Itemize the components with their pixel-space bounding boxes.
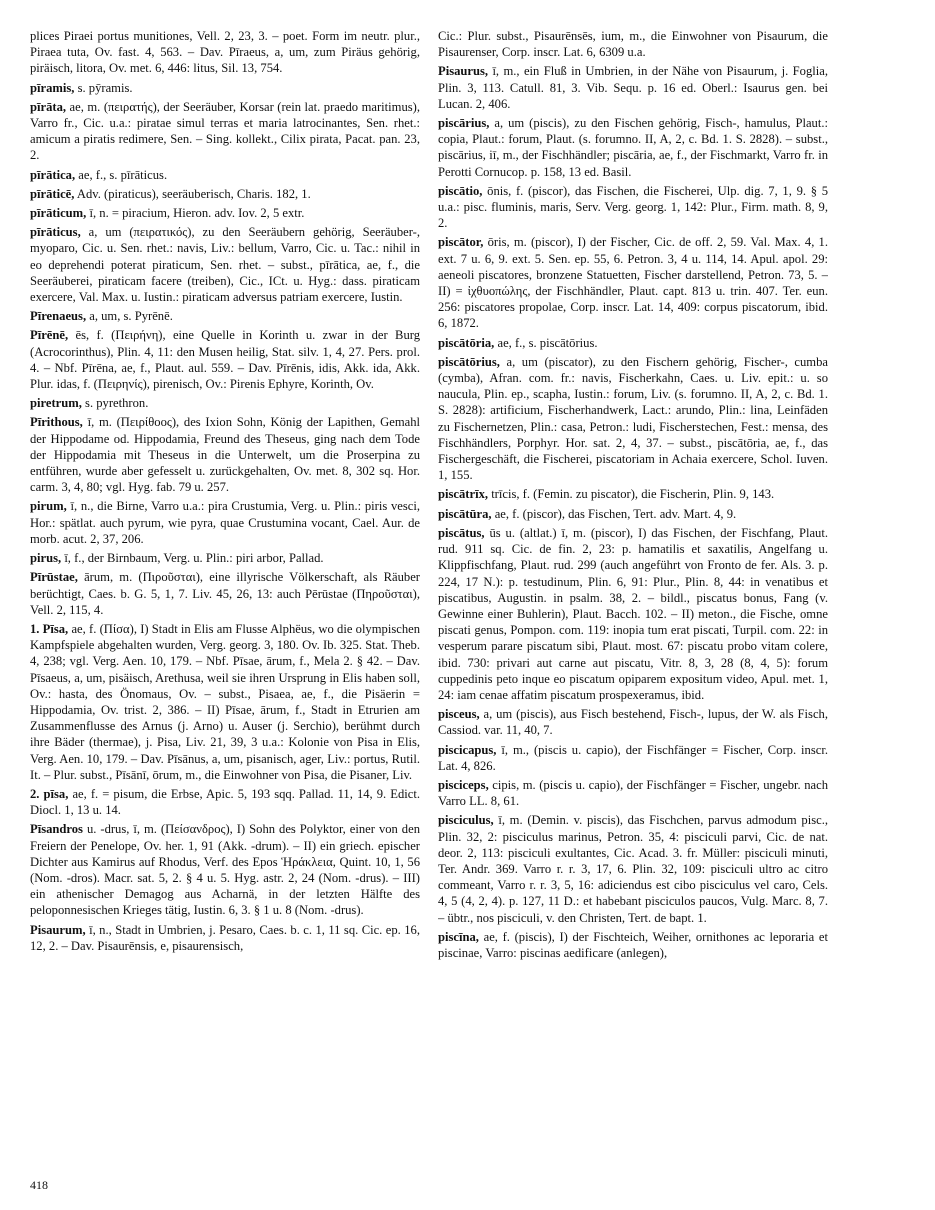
dictionary-entry <box>438 234 828 331</box>
entry-text: ī, m., (piscis u. capio), der Fischfänger = Fischer, Corp. inscr. Lat. 4, 826. <box>438 742 828 773</box>
right-column <box>438 28 828 1188</box>
dictionary-entry <box>438 929 828 961</box>
entry-text: ae, f. = pisum, die Erbse, Apic. 5, 193 sqq. Pallad. 11, 14, 9. Edict. Diocl. 1, 13 u. 14. <box>30 786 420 818</box>
entry-text: Cic.: Plur. subst., Pisaurēnsēs, ium, m., die Einwohner von Pisaurum, die Pisaurenser, Corp. inscr. Lat. 6, 6309 u.a. <box>438 29 828 60</box>
entry-text: ārum, m. (Πιροῦσται), eine illyrische Völkerschaft, als Räuber berüchtigt, Caes. b. G. 5, 1, 7. Liv. 45, 26, 13: auch Pērūstae (Πηροῦσται), Vell. 2, 115, 4. <box>30 570 420 617</box>
dictionary-entry <box>30 167 420 183</box>
dictionary-entry <box>438 354 828 484</box>
entry-headword: pirum, <box>30 499 67 514</box>
entry-headword: piscеus, <box>438 707 480 722</box>
entry-headword: pīrāticum, <box>30 206 87 221</box>
entry-text: ēs, f. (Πειρήνη), eine Quelle in Korinth u. zwar in der Burg (Acrocorinthus), Plin. 4, 11: den Musen heilig, Stat. silv. 1, 4, 27. Pers. prol. 4. – Nbf. Pīrēna, ae, f., Plaut. aul. 559. – Dav. Pīrēnis, idis, Akk. ida, Akk. Plur. idas, f. (Πειρηνίς), pirenisch, Ov.: Pirenis Ephyre, Korinth, Ov. <box>30 328 420 392</box>
entry-headword: pīrāticē, <box>30 186 75 201</box>
entry-text: a, um (piscator), zu den Fischern gehörig, Fischer-, cumba (cymba), Afran. com. fr.: navis, Fischerkahn, Caes. u. Liv. epit.: u. so naucula, Plin. ep., scapha, Iustin.: forum, Liv. (s. forumno. II, A, 2, c. Bd. 1. S. 2828): artificium, Fischerhandwerk, Lact.: arundo, Plin.: lina, Leinfäden zu Fischernetzen, Plin.: casa, Petron.: ludi, Fischerstechen, Fest.: mensa, des Fischhändlers, Porphyr. Hor. sat. 2, 4, 37. – subst., piscātōria, ae, f., das Fischergeschäft, die Fischerei, piscatoriam in Achaia exercere, Schol. Iuven. 1, 155. <box>438 354 828 483</box>
dictionary-entry <box>30 414 420 495</box>
entry-text: ī, n., Stadt in Umbrien, j. Pesaro, Caes. b. c. 1, 11 sq. Cic. ep. 16, 12, 2. – Dav. Pisaurēnsis, e, pisaurensisch, <box>30 922 420 953</box>
entry-text: a, um (piscis), aus Fisch bestehend, Fisch-, lupus, der W. als Fisch, Cassiod. var. 11, 40, 7. <box>438 707 828 738</box>
dictionary-entry <box>438 335 828 351</box>
dictionary-entry <box>30 80 420 96</box>
dictionary-entry <box>30 786 420 818</box>
page-number: 418 <box>30 1178 48 1192</box>
entry-headword: piscārius, <box>438 116 490 131</box>
dictionary-entry <box>30 498 420 547</box>
entry-headword: piscātrīx, <box>438 487 489 502</box>
entry-headword: piscīna, <box>438 929 479 944</box>
entry-text: a, um, s. Pyrēnē. <box>89 309 173 324</box>
dictionary-entry <box>30 550 420 566</box>
dictionary-entry <box>438 777 828 809</box>
entry-text: ūs u. (altlat.) ī, m. (piscor), I) das Fischen, der Fischfang, Plaut. rud. 911 sq. Cic. de fin. 2, 23: p. hamatilis et saxatilis, Angelfang u. Klippfischfang, Plaut. rud. 299 (auch angeführt von Fronto de fer. Als. 3. p. 224, 17 N.): p. testudinum, Plin. 6, 91: Plur., Plin. 8, 44: in venatibus et piscatibus, Augustin. in psalm. 38, 2. – bildl., piscatus bonus, Fang (v. Gewinne einer Buhlerin), Plaut. Bacch. 102. – II) meton., die Fische, omne piscati genus, Pompon. com. 119: inopia tum erat piscati, Turpil. com. 22: in vesperum parare piscatum sibi, Plaut. most. 67: piscatu probo vitam colere, ibid. 730: privari aut carne aut piscatu, Vitr. 8, 3, 28 (8, 4, 5): forum cuppedinis peto inque eo piscatum opiparem expositum video, Apul. met. 1, 24: iam cenae affatim piscatum prospexeramus, ibid. <box>438 525 828 702</box>
dictionary-entry <box>30 99 420 164</box>
entry-text: a, um (πειρατικός), zu den Seeräubern gehörig, Seeräuber-, myoparo, Cic. u. Sen. rhet.: navis, Liv.: bellum, Varro, Cic. u. Tac.: nihil in eo deprehendi poterat piraticum, Sen. rhet. – subst., pīrātica, ae, f., die Seeräuberei, piraticam facere (treiben), Cic., ICt. u. Hyg.: dass. piraticam exercere, Val. Max. u. Iustin.: piraticam adversus patriam exercere, Iustin. <box>30 225 420 305</box>
entry-headword: Pisaurum, <box>30 922 86 937</box>
dictionary-entry <box>438 486 828 502</box>
dictionary-entry <box>30 327 420 392</box>
dictionary-entry <box>30 224 420 305</box>
entry-headword: pīrāticus, <box>30 225 81 240</box>
entry-headword: piscātio, <box>438 183 483 198</box>
entry-headword: pīramis, <box>30 80 75 95</box>
entry-text: ae, f., s. piscātōrius. <box>497 335 598 350</box>
entry-text: ī, n., die Birne, Varro u.a.: pira Crustumia, Verg. u. Plin.: piris vesci, Hor.: spätlat. auch pyrum, wie pyra, quae Crustumina vocant, Cael. Aur. de morb. acut. 2, 37, 206. <box>30 499 420 546</box>
entry-headword: piretrum, <box>30 396 82 411</box>
entry-text: Adv. (piraticus), seeräuberisch, Charis. 182, 1. <box>76 186 311 201</box>
entry-headword: pisciceps, <box>438 777 489 792</box>
entry-text: ī, f., der Birnbaum, Verg. u. Plin.: piri arbor, Pallad. <box>64 551 324 566</box>
dictionary-entry <box>30 821 420 918</box>
entry-text: ī, m., ein Fluß in Umbrien, in der Nähe von Pisaurum, j. Foglia, Plin. 3, 113. Catull. 81, 3. Vib. Sequ. p. 16 ed. Oberl.: Isaurus gen. bei Lucan. 2, 406. <box>438 64 828 111</box>
dictionary-entry <box>438 63 828 112</box>
dictionary-entry <box>438 812 828 925</box>
entry-text: ae, f. (Πίσα), I) Stadt in Elis am Flusse Alphëus, wo die olympischen Kampfspiele abgehalten wurden, Verg. georg. 3, 180. Ov. Ib. 325. Stat. Theb. 4, 238; vgl. Verg. Aen. 10, 179. – Nbf. Pīsae, ārum, f., Mela 2. § 42. – Dav. Pīsaeus, a, um, pisäisch, Arethusa, weil sie ihren Ursprung in Elis haben soll, Ov.: hasta, des Önomaus, Ov. – subst., Pisaea, ae, f., die Pisäerin = Hippodamia, Ov. trist. 2, 386. – II) Pīsae, ārum, f., Stadt in Etrurien am Zusammenflusse des Arnus (j. Arno) u. Auser (j. Serchio), berühmt durch ihre Bäder (thermae), j. Pisa, Liv. 21, 39, 3 u.a.: Kolonie von Pisa in Elis, Verg. Aen. 10, 179. – Dav. Pīsānus, a, um, pisanisch, ager, Liv.: portus, Rutil. It. – Plur. subst., Pīsānī, ōrum, m., die Einwohner von Pisa, die Pisaner, Liv. <box>30 621 420 782</box>
entry-headword: piscātōria, <box>438 335 495 350</box>
dictionary-entry <box>438 525 828 703</box>
entry-headword: 2. pīsa, <box>30 786 69 801</box>
dictionary-entry <box>438 742 828 774</box>
entry-text: ae, f. (piscor), das Fischen, Tert. adv. Mart. 4, 9. <box>494 506 737 521</box>
dictionary-entry <box>438 183 828 232</box>
entry-headword: Pīrēnē, <box>30 328 69 343</box>
entry-text: plices Piraei portus munitiones, Vell. 2, 23, 3. – poet. Form im neutr. plur., Piraea tuta, Ov. fast. 4, 563. – Dav. Pīraeus, a, um, zum Piräus gehörig, piräisch, litora, Ov. met. 6, 446: litus, Sil. 13, 754. <box>30 29 420 76</box>
entry-text: ōnis, f. (piscor), das Fischen, die Fischerei, Ulp. dig. 7, 1, 9. § 5 u.a.: pisc. fluminis, maris, Serv. Verg. georg. 1, 142: Plur., Firm. math. 8, 9, 2. <box>438 183 828 231</box>
entry-text: s. pȳramis. <box>77 80 133 95</box>
entry-headword: pisciculus, <box>438 813 494 828</box>
dictionary-entry <box>30 308 420 324</box>
entry-text: u. -drus, ī, m. (Πείσανδρος), I) Sohn des Polyktor, einer von den Freiern der Penelope, Ov. her. 1, 91 (Akk. -drum). – II) ein griech. epischer Dichter aus Kamirus auf Rhodus, Verf. des Epos Ἡράκλεια, Quint. 10, 1, 56 (Nom. -dros). Macr. sat. 5, 2. § 4 u. 5. Hyg. astr. 2, 24 (Nom. -drus). – III) ein athenischer Demagog aus Acharnä, in der letzten Hälfte des peloponnesischen Krieges tätig, Iustin. 6, 3. § 1 u. 8 (Nom. -drus). <box>30 822 420 918</box>
dictionary-entry <box>30 621 420 783</box>
entry-text: ae, f., s. pīrāticus. <box>78 167 168 182</box>
entry-headword: Pīrenaeus, <box>30 309 87 324</box>
entry-text: cipis, m. (piscis u. capio), der Fischfänger = Fischer, ungebr. nach Varro LL. 8, 61. <box>438 777 828 809</box>
entry-text: ae, m. (πειρατής), der Seeräuber, Korsar (rein lat. praedo maritimus), Varro fr., Cic. u.a.: piratae simul terras et maria latrocinantes, Sen. rhet.: amicum a piratis redimere, Sen. – Sing. kollekt., Cilix pirata, Pacat. pan. 23, 2. <box>30 99 420 163</box>
dictionary-entry <box>438 706 828 738</box>
entry-headword: Pīrūstae, <box>30 570 78 585</box>
entry-headword: piscātor, <box>438 235 484 250</box>
dictionary-entry <box>30 28 420 77</box>
entry-text: ī, m. (Πειρίθοος), des Ixion Sohn, König der Lapithen, Gemahl der Hippodame od. Hippodamia, Freund des Theseus, ging nach dem Tode der Hippodamia mit Theseus in die Unterwelt, um die Proserpina zu entführen, wurde aber gefesselt u. zurückgehalten, Ov. met. 8, 302 sq. Hor. carm. 3, 4, 80; vgl. Hyg. fab. 79 u. 257. <box>30 415 420 495</box>
entry-headword: pirus, <box>30 551 62 566</box>
entry-headword: piscātus, <box>438 525 485 540</box>
dictionary-entry <box>30 922 420 954</box>
entry-text: a, um (piscis), zu den Fischen gehörig, Fisch-, hamulus, Plaut.: copia, Plaut.: forum, Plaut. (s. forumno. II, A, 2, c. Bd. 1. S. 2828). – subst., piscārius, iī, m., der Fischhändler; piscāria, ae, f., der Fischmarkt, Varro fr. in Perotti Cornucop. p. 158, 13 ed. Basil. <box>438 116 828 179</box>
dictionary-entry <box>30 205 420 221</box>
dictionary-entry <box>438 506 828 522</box>
dictionary-entry <box>30 569 420 618</box>
dictionary-entry <box>30 395 420 411</box>
left-column <box>30 28 420 1188</box>
dictionary-entry <box>438 115 828 180</box>
entry-headword: piscātōrius, <box>438 354 500 369</box>
entry-text: ī, n. = piracium, Hieron. adv. Iov. 2, 5 extr. <box>89 206 305 221</box>
entry-headword: Pisaurus, <box>438 64 489 79</box>
entry-headword: Pīsandros <box>30 822 83 837</box>
entry-headword: piscicapus, <box>438 742 497 757</box>
dictionary-entry <box>30 186 420 202</box>
entry-text: ōris, m. (piscor), I) der Fischer, Cic. de off. 2, 59. Val. Max. 4, 1. ext. 7 u. 6, 9. ext. 5. Sen. ep. 55, 6. Petron. 3, 4 u. 114, 14. Apul. apol. 29: aeneoli piscatores, bronzene Statuetten, Fischer darstellend, Petron. 73, 5. – II) = ἰχθυοπώλης, der Fischhändler, Plaut. capt. 813 u. trin. 407. Ter. eun. 256: piscatores propolae, Corp. inscr. Lat. 14, 409: corpus piscatorum, ibid. 6, 1872. <box>438 235 828 331</box>
entry-headword: piscātūra, <box>438 506 492 521</box>
entry-headword: 1. Pīsa, <box>30 621 69 636</box>
entry-text: trīcis, f. (Femin. zu piscator), die Fischerin, Plin. 9, 143. <box>491 487 775 502</box>
entry-headword: pīrāta, <box>30 99 67 114</box>
entry-text: s. pyrethron. <box>85 396 149 411</box>
entry-headword: Pīrithous, <box>30 415 83 430</box>
entry-text: ī, m. (Demin. v. piscis), das Fischchen, parvus admodum pisc., Plin. 32, 2: pisciculus marinus, Petron. 35, 4: pisciculi parvi, Cic. de nat. deor. 2, 113: pisciculi exultantes, Cic. Acad. 3. fr. Müller: pisciculi minuti, Ter. Andr. 369. Varro r. r. 3, 17, 6. Plin. 32, 109: pisciculi ultro ac citro commeant, Varro r. r. 3, 5, 16: adiciendus est cibo pisciculus vel caro, Cels. 4, 5 (4, 2, 4). p. 127, 11 D.: et habebant pisciculos paucos, Vulg. Marc. 8, 7. – übtr., nos pisciculi, v. den Christen, Tert. de bapt. 1. <box>438 813 828 925</box>
dictionary-entry <box>438 28 828 60</box>
entry-headword: pīrātica, <box>30 167 76 182</box>
entry-text: ae, f. (piscis), I) der Fischteich, Weiher, ornithones ac leporaria et piscinae, Varro: piscinas aedificare (anlegen), <box>438 929 828 960</box>
